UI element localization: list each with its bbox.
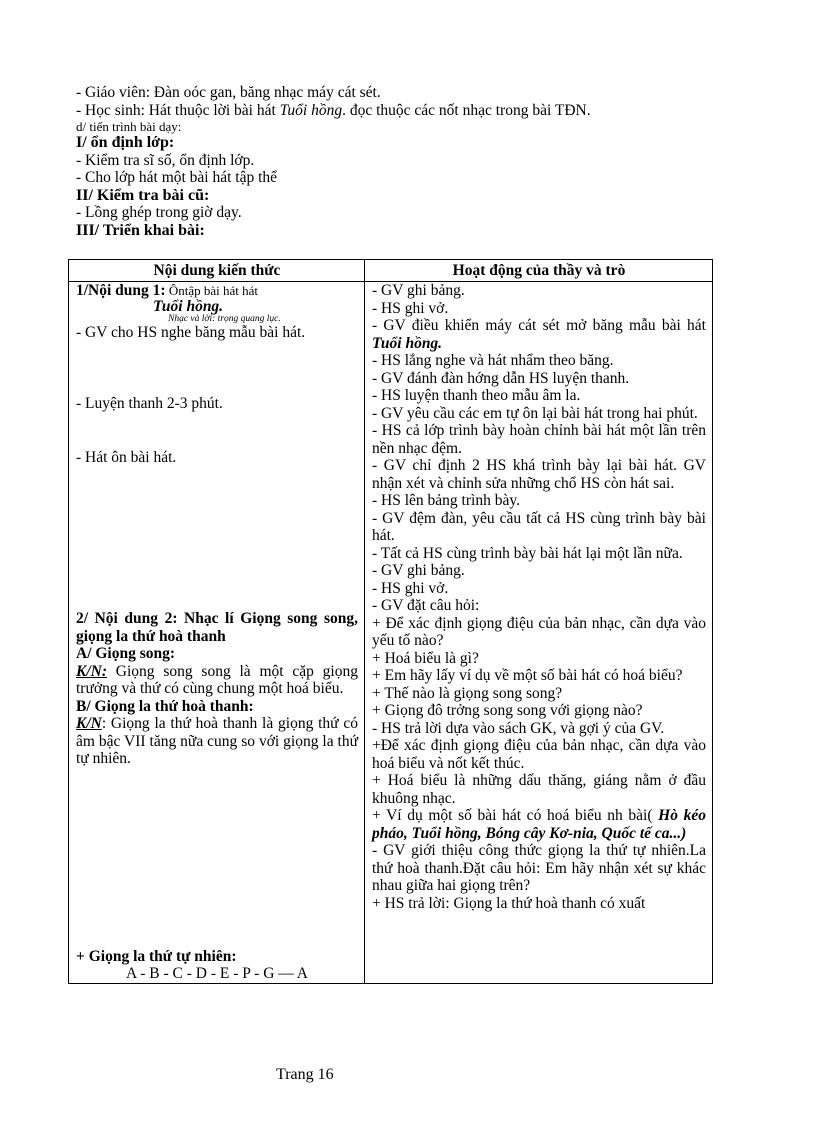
intro-line-sing: - Cho lớp hát một bài hát tập thể bbox=[76, 169, 278, 186]
activity-item: - Tất cả HS cùng trình bày bài hát lại một lần nữa. bbox=[372, 544, 683, 562]
intro-section bbox=[76, 84, 716, 239]
activity-item: - GV điều khiển máy cát sét mở băng mẫu bài hát Tuổi hồng. bbox=[372, 317, 706, 352]
activity-item: - GV ghi bảng. bbox=[372, 562, 465, 579]
content-column bbox=[69, 282, 365, 984]
heading-3: III/ Triển khai bài: bbox=[76, 221, 205, 239]
content-1-listen: - GV cho HS nghe băng mẫu bài hát. bbox=[76, 323, 306, 341]
activity-item: - HS luyện thanh theo mẫu âm la. bbox=[372, 387, 581, 404]
intro-line-review: - Lồng ghép trong giờ dạy. bbox=[76, 204, 242, 221]
activity-item: - GV giới thiệu công thức giọng la thứ tự nhiên.La thứ hoà thanh.Đặt câu hỏi: Em hãy nhận xét sự khác nhau giữa hai giọng trên? bbox=[372, 842, 706, 894]
content-1-title: 1/Nội dung 1: Ôntập bài hát hát bbox=[76, 282, 259, 299]
activity-item: + Em hãy lấy ví dụ về một số bài hát có hoá biểu? bbox=[372, 667, 683, 684]
table-header-row bbox=[69, 260, 713, 282]
section-b-title: B/ Giọng la thứ hoà thanh: bbox=[76, 697, 254, 715]
activity-item: - HS cả lớp trình bày hoàn chỉnh bài hát một lần trên nền nhạc đệm. bbox=[372, 422, 706, 457]
activity-item: + Thế nào là giọng song song? bbox=[372, 684, 563, 702]
content-3-title: + Giọng la thứ tự nhiên: bbox=[76, 947, 237, 965]
lesson-table bbox=[68, 259, 713, 984]
activity-item: - HS lắng nghe và hát nhẩm theo băng. bbox=[372, 352, 614, 369]
heading-2: II/ Kiểm tra bài cũ: bbox=[76, 186, 210, 204]
page-number: Trang 16 bbox=[276, 1066, 334, 1083]
activity-item: - HS ghi vở. bbox=[372, 579, 449, 597]
content-1-warmup: - Luyện thanh 2-3 phút. bbox=[76, 395, 223, 412]
activity-item: - GV yêu cầu các em tự ôn lại bài hát trong hai phút. bbox=[372, 404, 698, 422]
definition-2: K/N: Giọng la thứ hoà thanh là giọng thứ có âm bậc VII tăng nữa cung so với giọng la thứ tự nhiên. bbox=[76, 715, 358, 767]
activity-item: + HS trả lời: Giọng la thứ hoà thanh có xuất bbox=[372, 894, 646, 912]
section-a-title: A/ Giọng song: bbox=[76, 645, 176, 662]
heading-1: I/ ổn định lớp: bbox=[76, 134, 175, 151]
activity-item: - GV chỉ định 2 HS khá trình bày lại bài hát. GV nhận xét và chỉnh sửa những chổ HS còn hát sai. bbox=[372, 457, 706, 492]
activity-item: + Ví dụ một số bài hát có hoá biểu nh bài( Hò kéo pháo, Tuổi hồng, Bóng cây Kơ-nia, Quốc tế ca...) bbox=[372, 807, 706, 842]
activity-item: - GV đánh đàn hớng dẫn HS luyện thanh. bbox=[372, 369, 630, 387]
intro-line-student: - Học sinh: Hát thuộc lời bài hát Tuổi hồng. đọc thuộc các nốt nhạc trong bài TĐN. bbox=[76, 101, 591, 119]
activity-item: + Hoá biểu là gì? bbox=[372, 649, 479, 667]
activities-column bbox=[365, 282, 713, 984]
activity-item: - HS lên bảng trình bày. bbox=[372, 492, 520, 509]
activity-item: +Để xác định giọng điệu của bản nhạc, cần dựa vào hoá biểu và nốt kết thúc. bbox=[372, 737, 706, 772]
intro-line-attendance: - Kiểm tra sĩ số, ổn định lớp. bbox=[76, 151, 255, 169]
header-activities: Hoạt động của thầy và trò bbox=[365, 260, 713, 282]
activity-item: + Hoá biểu là những dấu thăng, giáng nằm ở đầu khuông nhạc. bbox=[372, 772, 706, 807]
intro-line-process: d/ tiến trình bài dạy: bbox=[76, 119, 182, 134]
activity-item: - GV ghi bảng. bbox=[372, 282, 465, 299]
natural-minor-scale: A - B - C - D - E - P - G — A bbox=[126, 965, 308, 982]
activity-item: - HS trả lời dựa vào sách GK, và gợi ý của GV. bbox=[372, 719, 665, 737]
activity-item: + Giọng đô trởng song song với giọng nào? bbox=[372, 702, 643, 719]
definition-1: K/N: Giọng song song là một cặp giọng trưởng và thứ có cùng chung một hoá biểu. bbox=[76, 662, 358, 697]
content-2-title: 2/ Nội dung 2: Nhạc lí Giọng song song, giọng la thứ hoà thanh bbox=[76, 610, 358, 645]
activity-item: + Để xác định giọng điệu của bản nhạc, cần dựa vào yếu tố nào? bbox=[372, 614, 706, 649]
content-1-credit: Nhạc và lời: trọng quang lục. bbox=[168, 313, 281, 324]
content-1-song: Tuổi hồng. bbox=[153, 297, 224, 315]
table-row bbox=[69, 282, 713, 984]
activity-item: - HS ghi vở. bbox=[372, 299, 449, 317]
activity-item: - GV đặt câu hỏi: bbox=[372, 597, 480, 614]
intro-line-teacher: - Giáo viên: Đàn oóc gan, băng nhạc máy cát sét. bbox=[76, 84, 381, 101]
content-1-review: - Hát ôn bài hát. bbox=[76, 448, 177, 466]
header-content: Nội dung kiến thức bbox=[69, 260, 365, 282]
activity-item: - GV đệm đàn, yêu cầu tất cả HS cùng trình bày bài hát. bbox=[372, 509, 706, 544]
